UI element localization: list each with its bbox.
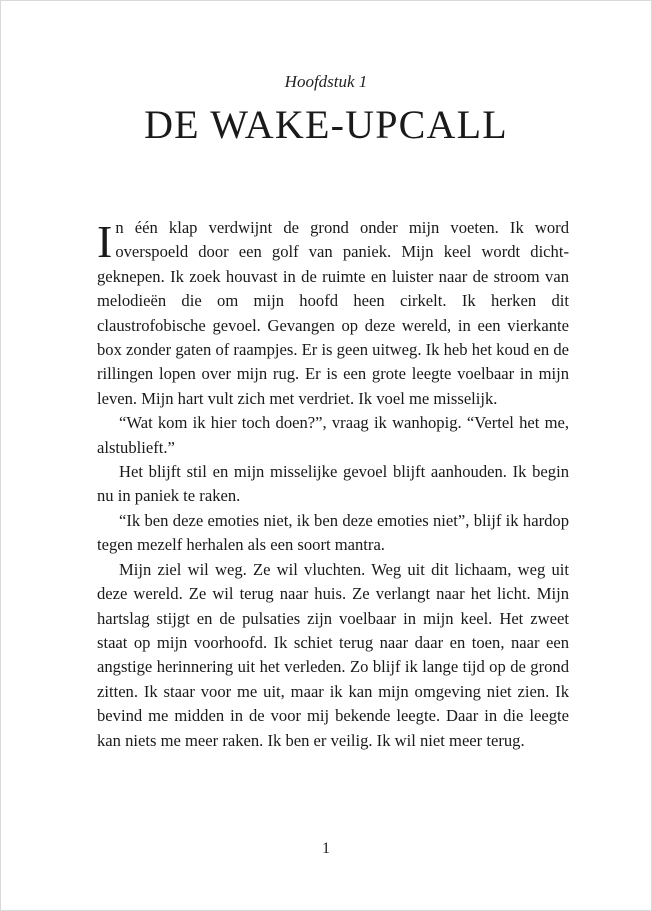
chapter-body bbox=[97, 216, 569, 753]
paragraph-5: Mijn ziel wil weg. Ze wil vluchten. Weg uit dit lichaam, weg uit deze wereld. Ze wil terug naar huis. Ze verlangt naar het licht. Mijn hartslag stijgt en de pulsaties zijn voelbaar in mijn keel. Het zweet staat op mijn voorhoofd. Ik schiet terug naar daar en toen, naar een angstige herinnering uit het verleden. Zo blijf ik lange tijd op de grond zitten. Ik staar voor me uit, maar ik kan mijn omgeving niet zien. Ik bevind me midden in de voor mij bekende leegte. Daar in die leegte kan niets me meer raken. Ik ben er veilig. Ik wil niet meer terug. bbox=[97, 559, 569, 750]
chapter-title: DE WAKE-UPCALL bbox=[144, 102, 508, 147]
paragraph-1-text: n één klap verdwijnt de grond onder mijn voeten. Ik word overspoeld door een golf van paniek. Mijn keel wordt dichtgeknepen. Ik zoek houvast in de ruimte en luister naar de stroom van melodieën die om mijn hoofd heen cirkelt. Ik herken dit claustrofobische gevoel. Gevangen op deze wereld, in een vierkante box zonder gaten of raampjes. Er is geen uitweg. Ik heb het koud en de rillingen lopen over mijn rug. Er is een grote leegte voelbaar in mijn leven. Mijn hart vult zich met verdriet. Ik voel me misselijk. bbox=[97, 218, 569, 408]
paragraph-2: “Wat kom ik hier toch doen?”, vraag ik wanhopig. “Vertel het me, alstublieft.” bbox=[97, 413, 569, 457]
drop-cap: I bbox=[97, 216, 113, 267]
paragraph-1 bbox=[97, 216, 569, 411]
page-number: 1 bbox=[322, 840, 330, 857]
paragraph-3: Het blijft stil en mijn misselijke gevoel blijft aanhouden. Ik begin nu in paniek te raken. bbox=[97, 462, 569, 506]
chapter-label: Hoofdstuk 1 bbox=[284, 72, 368, 91]
paragraph-4: “Ik ben deze emoties niet, ik ben deze emoties niet”, blijf ik hardop tegen mezelf herhalen als een soort mantra. bbox=[97, 510, 569, 555]
